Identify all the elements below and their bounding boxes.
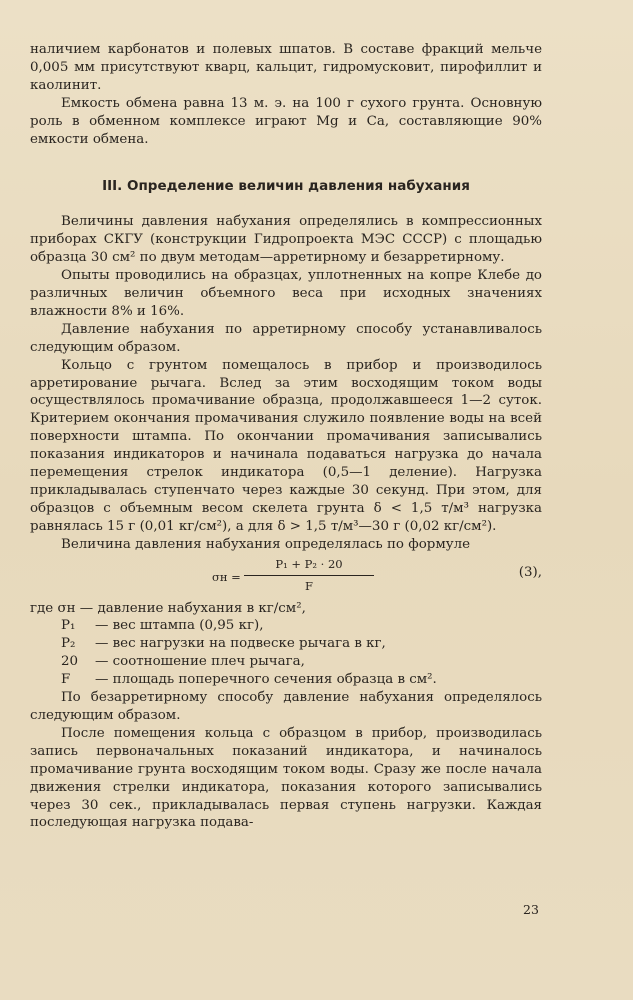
definition-text: — вес нагрузки на подвеске рычага в кг, (95, 636, 386, 652)
definition-item (30, 671, 542, 689)
paragraph-samples: Опыты проводились на образцах, уплотненных на копре Клебе до различных величин объемного веса при исходных значениях влажности 8% и 16%. (30, 268, 542, 319)
definitions-prefix: где (30, 600, 54, 616)
formula-denominator: F (305, 579, 313, 594)
formula-number: (3), (518, 564, 542, 580)
definition-item (30, 600, 542, 618)
intro-paragraph-2: Емкость обмена равна 13 м. э. на 100 г сухого грунта. Основную роль в обменном комплексе играют Mg и Ca, составляющие 90% емкости обмена. (30, 95, 542, 147)
definition-symbol: F (61, 672, 71, 688)
section-heading: III. Определение величин давления набухания (102, 178, 470, 195)
definition-text: — соотношение плеч рычага, (95, 654, 305, 670)
definition-symbol: P₂ (61, 636, 76, 652)
definition-symbol: 20 (61, 654, 79, 670)
formula-numerator: P₁ + P₂ · 20 (244, 556, 374, 577)
paragraph-methods: Величины давления набухания определялись в компрессионных приборах СКГУ (конструкции Гидропроекта МЭС СССР) с площадью образца 30 см² по двум методам—арретирному и безарретирному. (30, 214, 542, 266)
definition-symbol: σн (57, 600, 76, 616)
formula-3 (30, 554, 542, 600)
paragraph-bezarretir-intro: По безарретирному способу давление набухания определялось следующим образом. (30, 690, 542, 723)
text-column (30, 41, 542, 832)
formula-lhs: σн = (212, 569, 241, 584)
definition-text: — давление набухания в кг/см², (79, 600, 306, 616)
paragraph-formula-intro: Величина давления набухания определялась по формуле (61, 536, 471, 552)
definition-item (30, 617, 542, 635)
definition-text: — площадь поперечного сечения образца в см². (95, 672, 437, 688)
definition-text: — вес штампа (0,95 кг), (95, 618, 264, 634)
definition-symbol: P₁ (61, 618, 76, 634)
paragraph-arretir-intro: Давление набухания по арретирному способу устанавливалось следующим образом. (30, 321, 542, 355)
page-number: 23 (523, 902, 539, 917)
intro-paragraph-1: наличием карбонатов и полевых шпатов. В составе фракций мельче 0,005 мм присутствуют кварц, кальцит, гидромусковит, пирофиллит и каолинит. (30, 42, 542, 93)
formula-fraction (244, 556, 374, 597)
paragraph-bezarretir-procedure: После помещения кольца с образцом в прибор, производилась запись первоначальных показаний индикатора, и начиналось промачивание грунта восходящим током воды. Сразу же после начала движения стрелки индикатора, показания которого записывались через 30 сек., прикладывалась первая ступень нагрузки. Каждая последующая нагрузка подава- (30, 725, 542, 831)
paragraph-procedure: Кольцо с грунтом помещалось в прибор и производилось арретирование рычага. Вслед за этим восходящим током воды осуществлялось промачивание образца, продолжавшееся 1—2 суток. Критерием окончания промачивания служило появление воды на всей поверхности штампа. По окончании промачивания записывались показания индикаторов и начинала подаваться нагрузка до начала перемещения стрелок индикатора (0,5—1 деление). Нагрузка прикладывалась ступенчато через каждые 30 секунд. При этом, для образцов с объемным весом скелета грунта δ < 1,5 т/м³ нагрузка равнялась 15 г (0,01 кг/см²), а для δ > 1,5 т/м³—30 г (0,02 кг/см²). (30, 357, 542, 534)
definition-item (30, 653, 542, 671)
formula-definitions (30, 600, 542, 690)
definition-item (30, 635, 542, 653)
